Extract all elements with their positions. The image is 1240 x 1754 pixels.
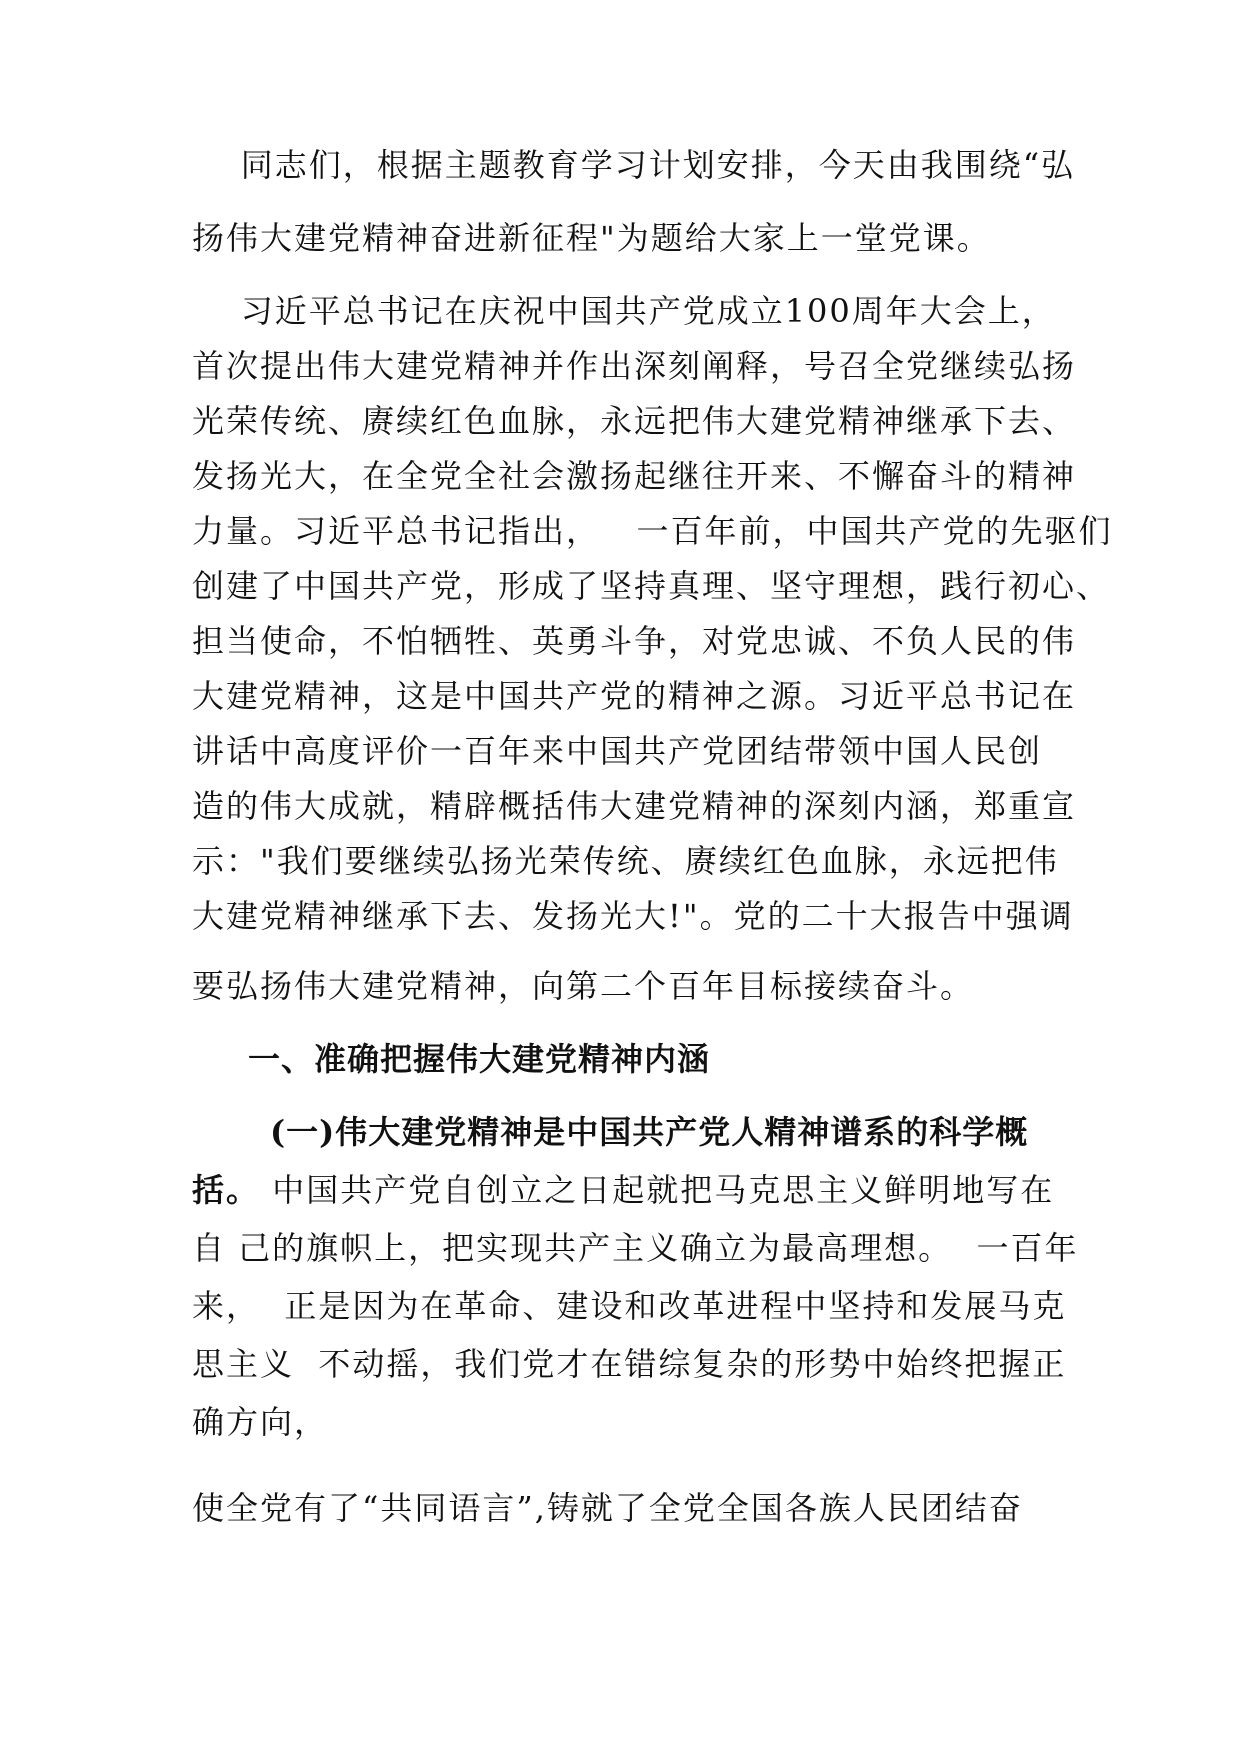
body-line-11: 示："我们要继续弘扬光荣传统、赓续红色血脉，永远把伟	[192, 842, 1059, 880]
body-line-4: 发扬光大，在全党全社会激扬起继往开来、不懈奋斗的精神	[192, 457, 1077, 495]
body-line-5: 力量。习近平总书记指出， 一百年前，中国共产党的先驱们	[192, 512, 1113, 550]
body-line-6: 创建了中国共产党，形成了坚持真理、坚守理想，践行初心、	[192, 567, 1111, 605]
body-line-8: 大建党精神，这是中国共产党的精神之源。习近平总书记在	[192, 677, 1077, 715]
body-line-7: 担当使命，不怕牺牲、英勇斗争，对党忠诚、不负人民的伟	[192, 622, 1077, 660]
intro-line-2: 扬伟大建党精神奋进新征程"为题给大家上一堂党课。	[192, 219, 991, 257]
section-line-3: 思主义 不动摇，我们党才在错综复杂的形势中始终把握正	[192, 1345, 1067, 1383]
subheading-1-tail: 括。	[192, 1171, 261, 1209]
body-line-2: 首次提出伟大建党精神并作出深刻阐释，号召全党继续弘扬	[192, 347, 1077, 385]
body-line-3: 光荣传统、赓续红色血脉，永远把伟大建党精神继承下去、	[192, 402, 1077, 440]
intro-line-1: 同志们，根据主题教育学习计划安排，今天由我围绕“弘	[192, 146, 1076, 184]
body-line-12: 大建党精神继承下去、发扬光大!"。党的二十大报告中强调	[192, 897, 1074, 935]
last-line: 使全党有了“共同语言”,铸就了全党全国各族人民团结奋	[192, 1489, 1023, 1527]
section-line-2: 来， 正是因为在革命、建设和改革进程中坚持和发展马克	[192, 1287, 1067, 1325]
body-line-13: 要弘扬伟大建党精神，向第二个百年目标接续奋斗。	[192, 967, 975, 1005]
subheading-1-continuation	[192, 1170, 1055, 1210]
section-heading-1: 一、准确把握伟大建党精神内涵	[248, 1040, 711, 1078]
body-line-1: 习近平总书记在庆祝中国共产党成立100周年大会上，	[192, 292, 1056, 330]
subheading-1-text: 中国共产党自创立之日起就把马克思主义鲜明地写在	[260, 1171, 1055, 1209]
section-line-4: 确方向，	[192, 1403, 329, 1441]
body-line-9: 讲话中高度评价一百年来中国共产党团结带领中国人民创	[192, 732, 1043, 770]
subheading-1: (一)伟大建党精神是中国共产党人精神谱系的科学概	[270, 1113, 1029, 1151]
body-line-10: 造的伟大成就，精辟概括伟大建党精神的深刻内涵，郑重宣	[192, 787, 1077, 825]
section-line-1: 自 己的旗帜上，把实现共产主义确立为最高理想。 一百年	[192, 1229, 1079, 1267]
